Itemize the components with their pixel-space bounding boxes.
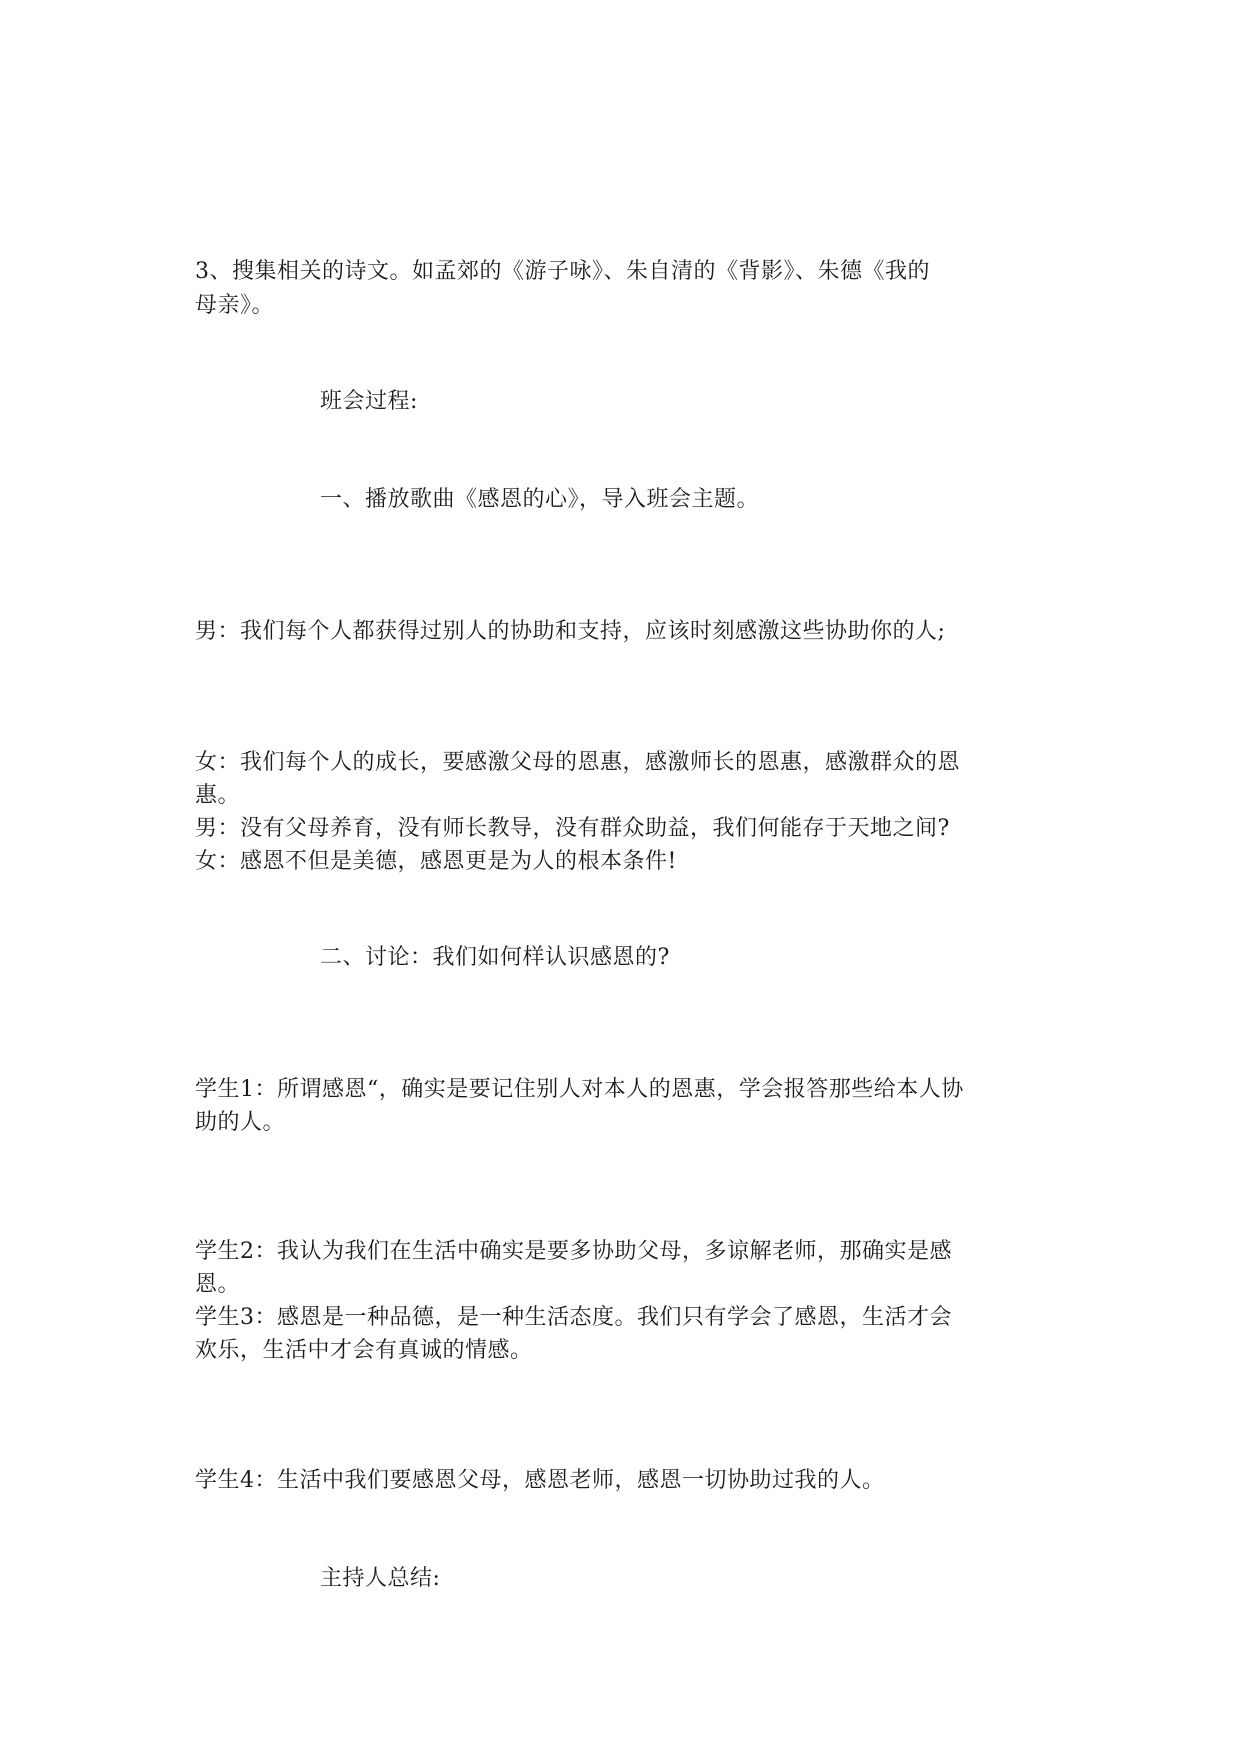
dialogue-female-1-line-2: 惠。 bbox=[195, 783, 241, 808]
heading-section-1: 一、播放歌曲《感恩的心》，导入班会主题。 bbox=[320, 487, 760, 512]
student-1-line-1: 学生1：所谓感恩“，确实是要记住别人对本人的恩惠，学会报答那些给本人协 bbox=[195, 1077, 964, 1102]
dialogue-male-1: 男：我们每个人都获得过别人的协助和支持，应该时刻感激这些协助你的人; bbox=[195, 619, 946, 644]
student-1-line-2: 助的人。 bbox=[195, 1110, 286, 1135]
student-3-line-1: 学生3：感恩是一种品德，是一种生活态度。我们只有学会了感恩，生活才会 bbox=[195, 1305, 952, 1330]
dialogue-male-2: 男：没有父母养育，没有师长教导，没有群众助益，我们何能存于天地之间? bbox=[195, 816, 950, 841]
dialogue-female-2: 女：感恩不但是美德，感恩更是为人的根本条件! bbox=[195, 849, 677, 874]
paragraph-poems-line-2: 母亲》。 bbox=[195, 293, 275, 318]
student-4: 学生4：生活中我们要感恩父母，感恩老师，感恩一切协助过我的人。 bbox=[195, 1468, 885, 1493]
student-2-line-2: 恩。 bbox=[195, 1272, 241, 1297]
heading-host-summary: 主持人总结: bbox=[320, 1566, 441, 1591]
heading-section-2: 二、讨论：我们如何样认识感恩的? bbox=[320, 945, 670, 970]
dialogue-female-1-line-1: 女：我们每个人的成长，要感激父母的恩惠，感激师长的恩惠，感激群众的恩 bbox=[195, 750, 961, 775]
student-3-line-2: 欢乐，生活中才会有真诚的情感。 bbox=[195, 1338, 533, 1363]
student-2-line-1: 学生2：我认为我们在生活中确实是要多协助父母，多谅解老师，那确实是感 bbox=[195, 1239, 952, 1264]
heading-meeting-process: 班会过程: bbox=[320, 389, 418, 414]
paragraph-poems-line-1: 3、搜集相关的诗文。如孟郊的《游子咏》、朱自清的《背影》、朱德《我的 bbox=[195, 259, 930, 284]
